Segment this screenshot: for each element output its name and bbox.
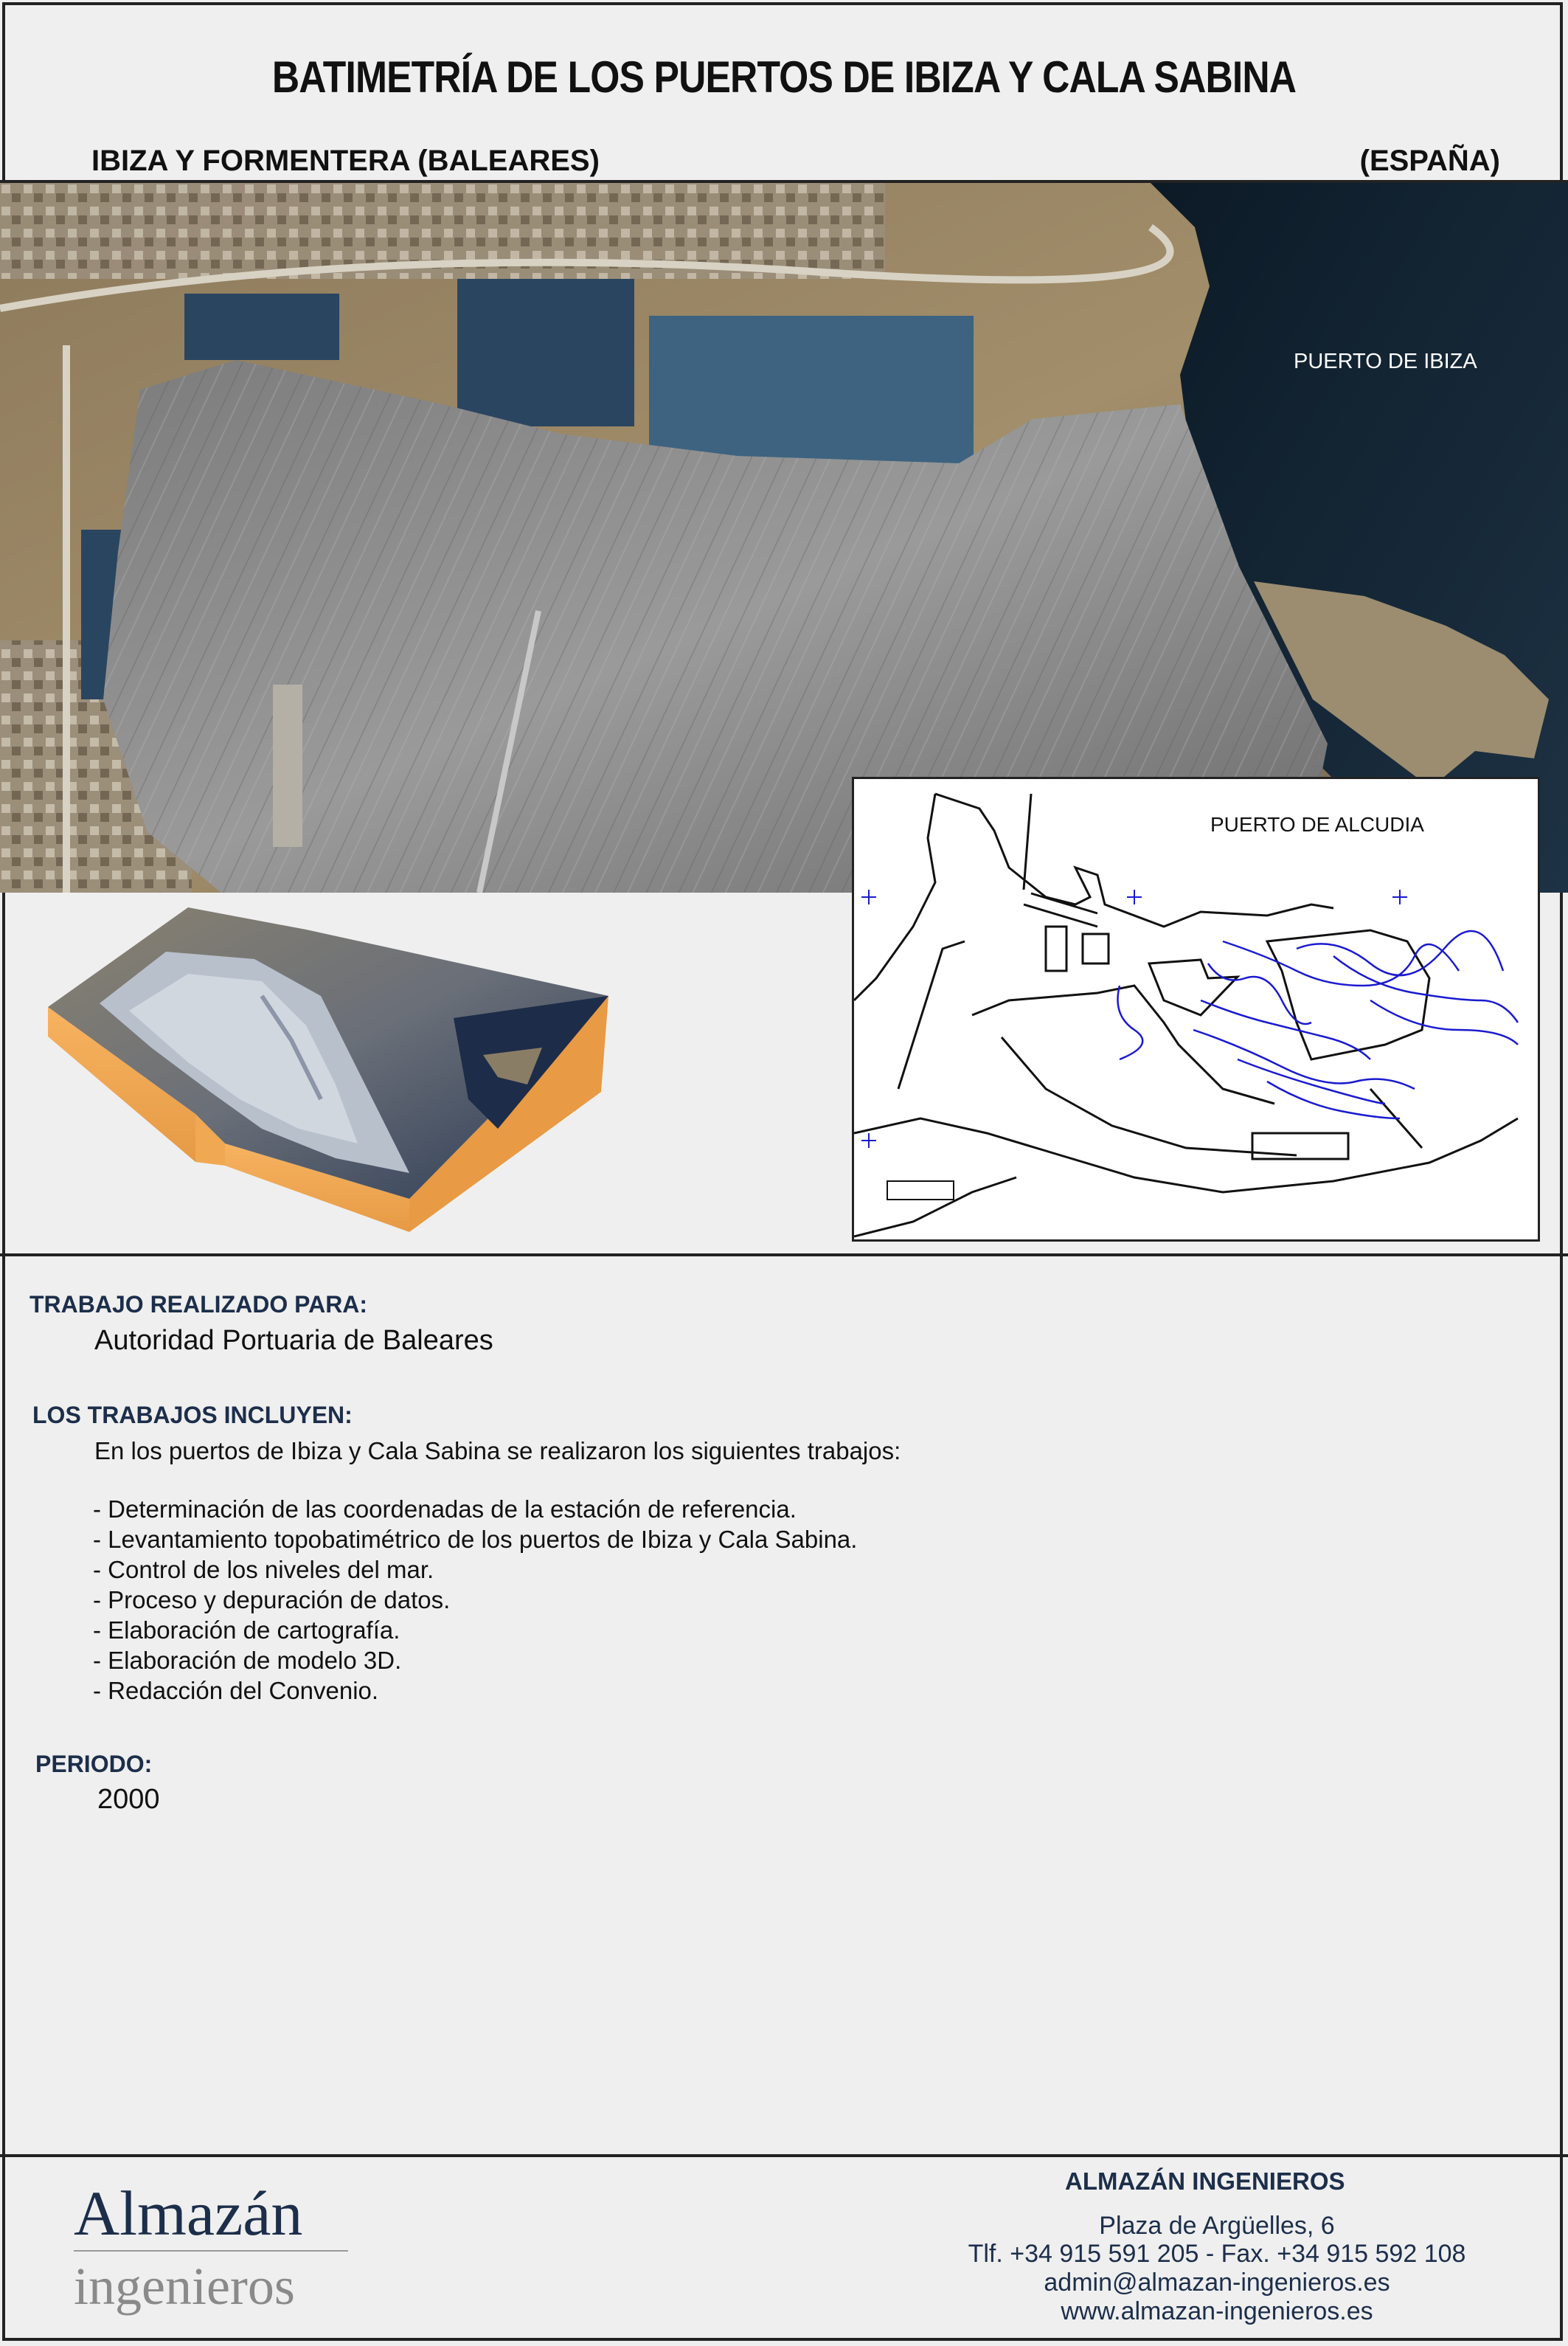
works-label: LOS TRABAJOS INCLUYEN:	[32, 1402, 353, 1428]
location-region: IBIZA Y FORMENTERA (BALEARES)	[91, 145, 600, 177]
page-title: BATIMETRÍA DE LOS PUERTOS DE IBIZA Y CALA SABINA	[271, 52, 1297, 102]
logo-almazan: Almazán	[74, 2178, 303, 2249]
list-item: - Levantamiento topobatimétrico de los puertos de Ibiza y Cala Sabina.	[93, 1526, 858, 1553]
list-item: - Redacción del Convenio.	[93, 1677, 379, 1704]
list-item: - Determinación de las coordenadas de la estación de referencia.	[93, 1495, 797, 1523]
aerial-label-puerto-ibiza: PUERTO DE IBIZA	[1294, 350, 1477, 373]
works-list	[93, 1494, 857, 1706]
client-label: TRABAJO REALIZADO PARA:	[30, 1291, 368, 1318]
list-item: - Proceso y depuración de datos.	[93, 1586, 451, 1613]
company-email[interactable]: admin@almazan-ingenieros.es	[1044, 2269, 1390, 2297]
logo-ingenieros: ingenieros	[74, 2257, 295, 2316]
list-item: - Elaboración de modelo 3D.	[93, 1647, 402, 1674]
list-item: - Control de los niveles del mar.	[93, 1556, 434, 1583]
company-name: ALMAZÁN INGENIEROS	[1065, 2167, 1345, 2195]
location-country: (ESPAÑA)	[1359, 145, 1500, 177]
3d-bathymetry-model	[41, 907, 616, 1247]
period-label: PERIODO:	[35, 1751, 153, 1777]
company-website[interactable]: www.almazan-ingenieros.es	[1061, 2297, 1373, 2325]
list-item: - Elaboración de cartografía.	[93, 1616, 400, 1644]
inset-plan-drawing	[854, 779, 1538, 1239]
inset-plan-alcudia	[852, 777, 1540, 1242]
logo-divider	[74, 2250, 348, 2252]
period-value: 2000	[97, 1784, 160, 1815]
footer-divider	[0, 2154, 1568, 2157]
images-divider	[0, 1253, 1568, 1256]
works-intro: En los puertos de Ibiza y Cala Sabina se realizaron los siguientes trabajos:	[94, 1437, 901, 1464]
client-value: Autoridad Portuaria de Baleares	[94, 1325, 493, 1356]
company-address: Plaza de Argüelles, 6	[1099, 2212, 1335, 2240]
company-phone: Tlf. +34 915 591 205 - Fax. +34 915 592 108	[968, 2240, 1466, 2268]
inset-label: PUERTO DE ALCUDIA	[1210, 813, 1424, 836]
